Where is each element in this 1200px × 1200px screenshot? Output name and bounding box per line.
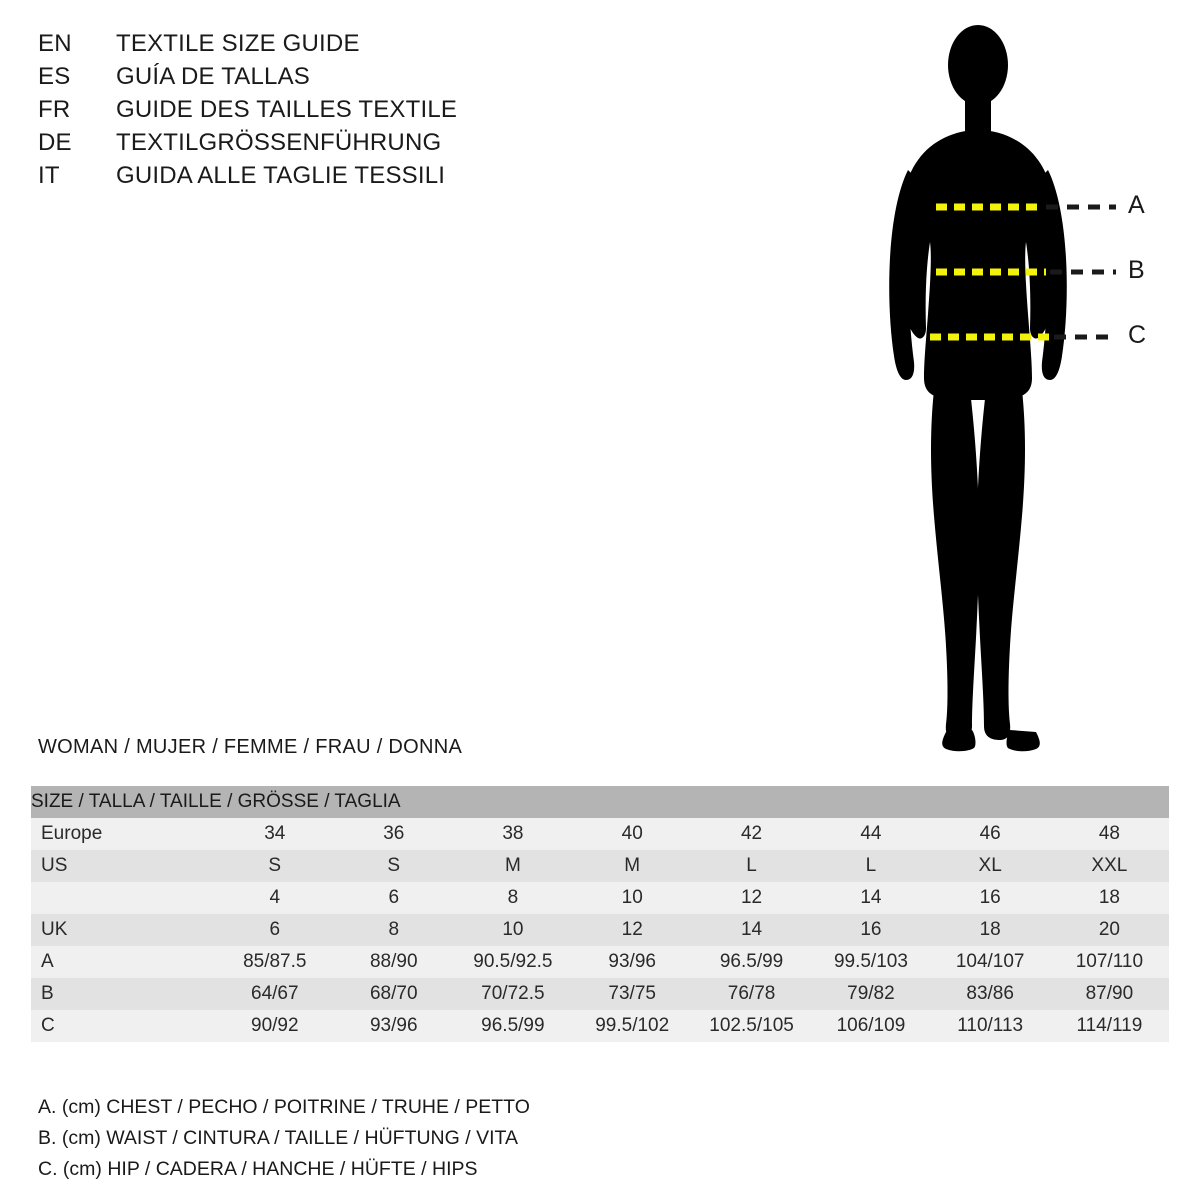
note-hip: C. (cm) HIP / CADERA / HANCHE / HÜFTE / HIPS: [38, 1158, 478, 1180]
row-cell: 18: [1050, 882, 1169, 914]
row-label: [31, 882, 215, 914]
row-cell: 10: [453, 914, 572, 946]
row-label: UK: [31, 914, 215, 946]
row-cell: 73/75: [573, 978, 692, 1010]
language-title: TEXTILGRÖSSENFÜHRUNG: [116, 129, 442, 156]
table-row: [31, 818, 1169, 850]
row-cell: 99.5/102: [573, 1010, 692, 1042]
row-cell: 107/110: [1050, 946, 1169, 978]
measurement-label-a: A: [1128, 191, 1145, 219]
row-cell: 87/90: [1050, 978, 1169, 1010]
row-cell: 14: [692, 914, 811, 946]
row-cell: 99.5/103: [811, 946, 930, 978]
row-label: A: [31, 946, 215, 978]
row-label: B: [31, 978, 215, 1010]
row-cell: XXL: [1050, 850, 1169, 882]
language-title: GUIDA ALLE TAGLIE TESSILI: [116, 162, 446, 189]
row-cell: 93/96: [573, 946, 692, 978]
row-cell: 40: [573, 818, 692, 850]
row-cell: 36: [334, 818, 453, 850]
row-cell: 106/109: [811, 1010, 930, 1042]
row-cell: 102.5/105: [692, 1010, 811, 1042]
language-title: TEXTILE SIZE GUIDE: [116, 30, 360, 57]
table-header-label: SIZE / TALLA / TAILLE / GRÖSSE / TAGLIA: [31, 786, 1169, 818]
row-cell: 110/113: [931, 1010, 1050, 1042]
measurement-notes: [38, 1092, 1038, 1185]
row-cell: 12: [692, 882, 811, 914]
row-cell: 10: [573, 882, 692, 914]
table-header-row: [31, 786, 1169, 818]
language-code: FR: [38, 96, 71, 123]
language-code: ES: [38, 63, 71, 90]
row-cell: 83/86: [931, 978, 1050, 1010]
row-cell: M: [453, 850, 572, 882]
table-row: [31, 978, 1169, 1010]
measurement-label-c: C: [1128, 321, 1147, 349]
row-cell: 44: [811, 818, 930, 850]
row-cell: 38: [453, 818, 572, 850]
row-cell: L: [692, 850, 811, 882]
row-cell: 96.5/99: [692, 946, 811, 978]
row-cell: S: [334, 850, 453, 882]
size-table: [31, 786, 1169, 1042]
language-code: EN: [38, 30, 72, 57]
language-title: GUIDE DES TAILLES TEXTILE: [116, 96, 458, 123]
row-cell: 6: [215, 914, 334, 946]
language-row: [38, 30, 658, 63]
table-row: [31, 946, 1169, 978]
language-row: [38, 162, 658, 195]
row-label: C: [31, 1010, 215, 1042]
language-code: DE: [38, 129, 72, 156]
row-cell: 90/92: [215, 1010, 334, 1042]
row-cell: XL: [931, 850, 1050, 882]
row-cell: 114/119: [1050, 1010, 1169, 1042]
table-row: [31, 882, 1169, 914]
row-cell: 4: [215, 882, 334, 914]
table-row: [31, 914, 1169, 946]
row-cell: 96.5/99: [453, 1010, 572, 1042]
row-cell: 16: [931, 882, 1050, 914]
row-cell: 70/72.5: [453, 978, 572, 1010]
row-cell: 79/82: [811, 978, 930, 1010]
row-cell: 18: [931, 914, 1050, 946]
language-row: [38, 63, 658, 96]
row-cell: 46: [931, 818, 1050, 850]
language-row: [38, 96, 658, 129]
section-caption: WOMAN / MUJER / FEMME / FRAU / DONNA: [38, 736, 463, 758]
female-body-silhouette-figure: [860, 18, 1180, 763]
row-cell: 48: [1050, 818, 1169, 850]
row-cell: S: [215, 850, 334, 882]
row-cell: 20: [1050, 914, 1169, 946]
row-cell: 8: [334, 914, 453, 946]
row-cell: 6: [334, 882, 453, 914]
note-waist: B. (cm) WAIST / CINTURA / TAILLE / HÜFTUNG / VITA: [38, 1127, 518, 1149]
table-row: [31, 1010, 1169, 1042]
row-cell: 64/67: [215, 978, 334, 1010]
row-cell: 12: [573, 914, 692, 946]
row-cell: 76/78: [692, 978, 811, 1010]
row-label: US: [31, 850, 215, 882]
row-cell: 90.5/92.5: [453, 946, 572, 978]
row-cell: 16: [811, 914, 930, 946]
row-cell: 88/90: [334, 946, 453, 978]
row-cell: 68/70: [334, 978, 453, 1010]
row-cell: M: [573, 850, 692, 882]
row-cell: 34: [215, 818, 334, 850]
row-cell: 42: [692, 818, 811, 850]
measurement-label-b: B: [1128, 256, 1145, 284]
row-cell: 104/107: [931, 946, 1050, 978]
table-row: [31, 850, 1169, 882]
row-label: Europe: [31, 818, 215, 850]
language-title-list: [38, 30, 658, 195]
row-cell: 14: [811, 882, 930, 914]
row-cell: 8: [453, 882, 572, 914]
language-row: [38, 129, 658, 162]
language-title: GUÍA DE TALLAS: [116, 63, 310, 90]
silhouette-shape: [889, 25, 1067, 751]
row-cell: 85/87.5: [215, 946, 334, 978]
row-cell: 93/96: [334, 1010, 453, 1042]
language-code: IT: [38, 162, 60, 189]
note-chest: A. (cm) CHEST / PECHO / POITRINE / TRUHE / PETTO: [38, 1096, 530, 1118]
size-table-container: [31, 786, 1169, 1042]
row-cell: L: [811, 850, 930, 882]
